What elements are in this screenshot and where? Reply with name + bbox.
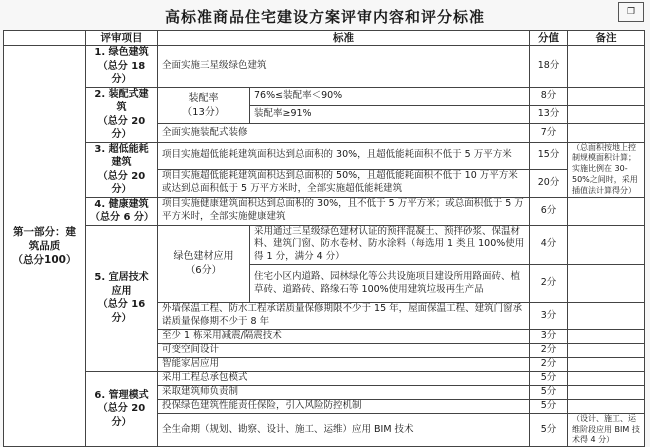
table-row [4,225,645,264]
standard-cell: 至少 1 栋采用减震/隔震技术 [158,329,530,343]
table-header-row [4,31,645,46]
score-cell: 18分 [530,46,568,88]
note-cell: （总面积按地上控制规模面积计算；实施比例在 30-50%之间时，采用插值法计算得分） [568,142,645,197]
part-total: （总分100） [12,254,77,267]
table-row [4,197,645,225]
note-cell [568,87,645,105]
category-healthy-building [86,197,158,225]
standard-cell: 住宅小区内道路、园林绿化等公共设施项目建设所用路面砖、植草砖、道路砖、路缘石等 100%使用建筑垃圾再生产品 [250,265,530,303]
score-cell: 7分 [530,124,568,142]
score-cell: 3分 [530,303,568,330]
score-cell: 2分 [530,357,568,371]
subitem-label: 装配率 [188,93,219,104]
standard-cell: 采用通过三星级绿色建材认证的预拌混凝土、预拌砂浆、保温材料、建筑门窗、防水卷材、防水涂料（每选用 1 类且 100%使用得 1 分，满分 4 分） [250,225,530,264]
score-cell: 5分 [530,385,568,399]
note-cell [568,225,645,264]
category-livable-tech [86,225,158,371]
category-management [86,371,158,446]
category-total: （总分 18 分） [97,60,146,86]
subitem-label: 绿色建材应用 [173,251,234,263]
score-cell: 4分 [530,225,568,264]
note-cell [568,385,645,399]
score-cell: 15分 [530,142,568,169]
category-name: 1. 绿色建筑 [94,47,149,59]
subitem-green-materials [158,225,250,302]
standard-cell: 装配率≥91% [250,106,530,124]
category-total: （总分 6 分） [90,212,154,224]
standard-cell: 全生命期（规划、勘察、设计、施工、运维）应用 BIM 技术 [158,413,530,446]
part-name: 第一部分：建筑品质 [13,225,76,253]
header-score: 分值 [530,31,568,46]
table-row [4,87,645,105]
note-cell [568,303,645,330]
note-cell [568,357,645,371]
score-cell: 2分 [530,343,568,357]
note-cell [568,197,645,225]
category-ultra-low-energy [86,142,158,197]
score-cell: 6分 [530,197,568,225]
evaluation-table [3,30,645,447]
category-total: （总分 16 分） [97,299,146,324]
note-cell [568,371,645,385]
category-total: （总分 20 分） [97,115,146,141]
header-note: 备注 [568,31,645,46]
part-cell [4,46,86,447]
note-cell [568,46,645,88]
subitem-score: （13分） [182,106,225,118]
category-total: （总分 20 分） [97,403,146,428]
score-cell: 5分 [530,413,568,446]
note-cell: （设计、施工、运维阶段应用 BIM 技术得 4 分） [568,413,645,446]
standard-cell: 投保绿色建筑性能责任保险，引入风险防控机制 [158,399,530,413]
note-cell [568,124,645,142]
header-standard: 标准 [158,31,530,46]
standard-cell: 全面实施装配式装修 [158,124,530,142]
score-cell: 20分 [530,169,568,197]
standard-cell: 可变空间设计 [158,343,530,357]
note-cell [568,329,645,343]
note-cell [568,265,645,303]
score-cell: 2分 [530,265,568,303]
standard-cell: 项目实施健康建筑面积达到总面积的 30%，且不低于 5 万平方米；或总面积低于 5 万平方米时，全部实施健康建筑 [158,197,530,225]
score-cell: 5分 [530,371,568,385]
header-empty [4,31,86,46]
category-name: 3. 超低能耗建筑 [94,143,149,169]
header-item: 评审项目 [86,31,158,46]
standard-cell: 76%≤装配率＜90% [250,87,530,105]
note-cell [568,399,645,413]
category-name: 6. 管理模式 [94,389,149,401]
window-restore-icon[interactable]: ❐ [618,2,644,22]
subitem-score: （6分） [185,264,222,276]
subitem-prefab-rate [158,87,250,124]
page-title: 高标准商品住宅建设方案评审内容和评分标准 [164,8,485,26]
score-cell: 13分 [530,106,568,124]
category-name: 4. 健康建筑 [94,198,149,210]
category-green-building [86,46,158,88]
category-prefab-building [86,87,158,142]
standard-cell: 全面实施三星级绿色建筑 [158,46,530,88]
score-cell: 8分 [530,87,568,105]
note-cell [568,106,645,124]
standard-cell: 智能家居应用 [158,357,530,371]
score-cell: 3分 [530,329,568,343]
standard-cell: 项目实施超低能耗建筑面积达到总面积的 30%，且超低能耗面积不低于 5 万平方米 [158,142,530,169]
score-cell: 5分 [530,399,568,413]
table-row [4,46,645,88]
note-cell [568,343,645,357]
category-name: 2. 装配式建筑 [94,88,149,114]
standard-cell: 采用工程总承包模式 [158,371,530,385]
table-row [4,142,645,169]
standard-cell: 采取建筑师负责制 [158,385,530,399]
table-row [4,371,645,385]
category-name: 5. 宜居技术应用 [94,272,149,297]
standard-cell: 外墙保温工程、防水工程承诺质量保修期限不少于 15 年，屋面保温工程、建筑门窗承诺质量保修期不少于 8 年 [158,303,530,330]
category-total: （总分 20 分） [97,170,146,196]
standard-cell: 项目实施超低能耗建筑面积达到总面积的 50%，且超低能耗面积不低于 10 万平方米或达到总面积低于 5 万平方米时，全部实施超低能耗建筑 [158,169,530,197]
